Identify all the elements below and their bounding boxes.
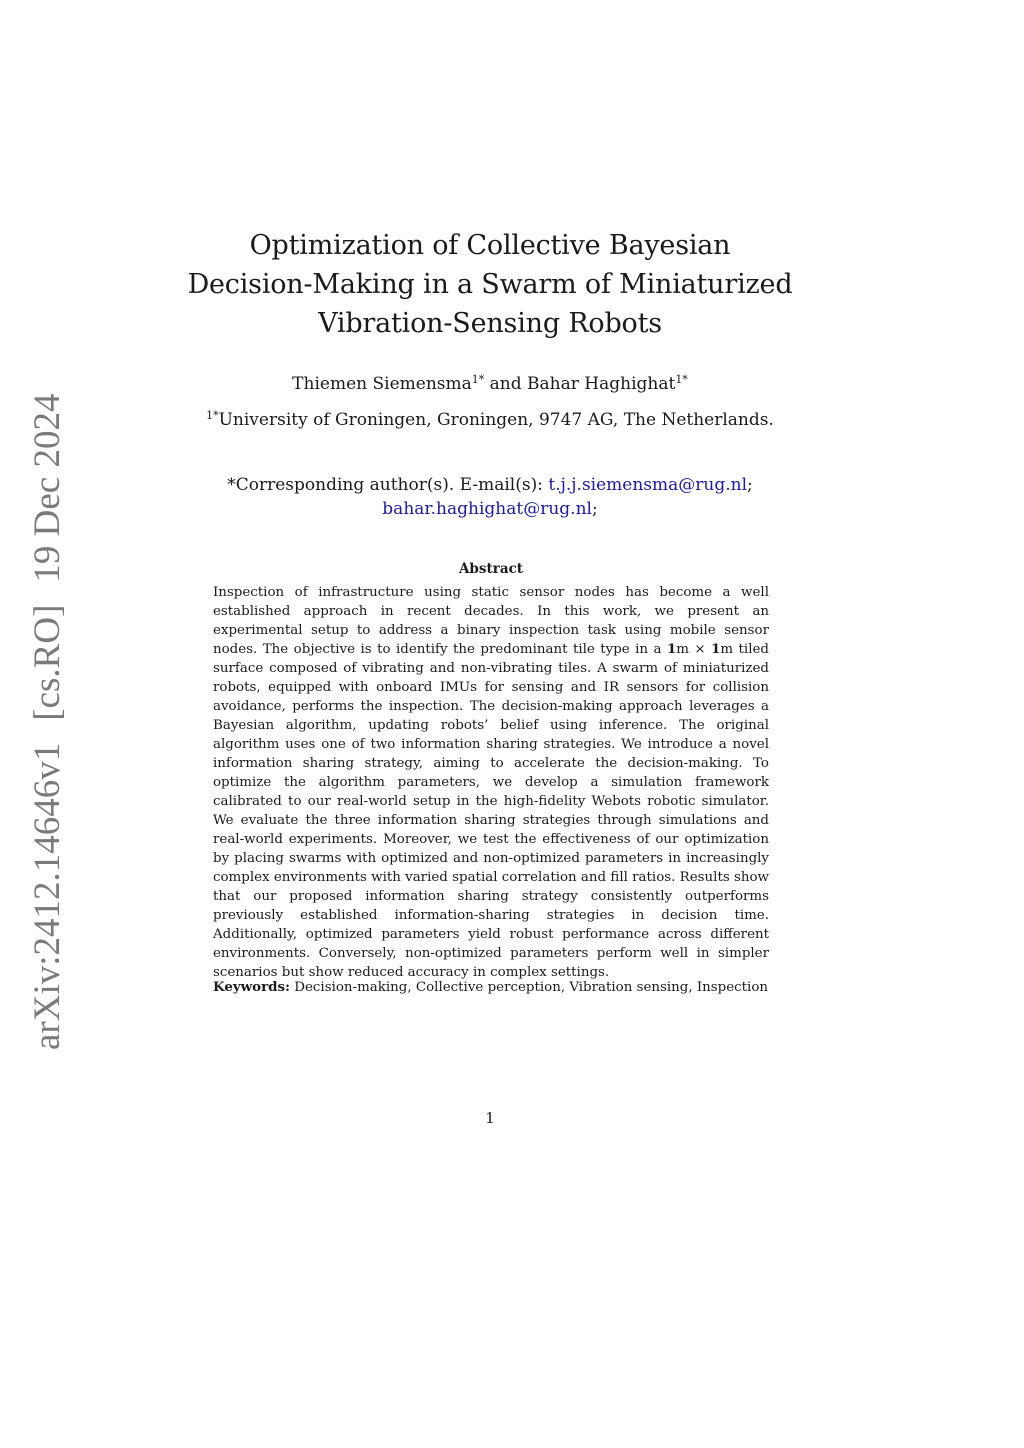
abstract-heading: Abstract bbox=[458, 561, 524, 577]
email-separator: ; bbox=[591, 499, 598, 519]
arxiv-id: arXiv:2412.14646v1 bbox=[27, 742, 68, 1050]
keywords-label: Keywords: bbox=[213, 979, 291, 995]
dimension-unit: m × bbox=[676, 642, 712, 657]
affiliation-text: University of Groningen, Groningen, 9747 AG, The Netherlands. bbox=[218, 410, 774, 430]
keywords bbox=[213, 978, 769, 997]
paper-title bbox=[150, 226, 830, 343]
arxiv-identifier-stamp bbox=[27, 393, 68, 1050]
email-link[interactable]: t.j.j.siemensma@rug.nl bbox=[548, 475, 748, 495]
abstract-body bbox=[213, 583, 769, 982]
dimension-unit: m bbox=[720, 642, 734, 657]
author-name: Thiemen Siemensma bbox=[292, 374, 472, 394]
title-line-2: Decision-Making in a Swarm of Miniaturized bbox=[187, 269, 793, 300]
dimension-value: 1 bbox=[711, 641, 721, 657]
email-link[interactable]: bahar.haghighat@rug.nl bbox=[382, 499, 592, 519]
arxiv-date: 19 Dec 2024 bbox=[27, 393, 68, 583]
abstract-text: tiled surface composed of vibrating and non-vibrating tiles. A swarm of miniaturized robots, equipped with onboard IMUs for sensing and IR sensors for collision avoidance, performs the inspection. The decision-making approach leverages a Bayesian algorithm, updating robots’ belief using inference. The original algorithm uses one of two information sharing strategies. We introduce a novel information sharing strategy, aiming to accelerate the decision-making. To optimize the algorithm parameters, we develop a simulation framework calibrated to our real-world setup in the high-fidelity Webots robotic simulator. We evaluate the three information sharing strategies through simulations and real-world experiments. Moreover, we test the effectiveness of our optimization by placing swarms with optimized and non-optimized parameters in increasingly complex environments with varied spatial correlation and fill ratios. Results show that our proposed information sharing strategy consistently outperforms previously established information-sharing strategies in decision time. Additionally, optimized parameters yield robust performance across different environments. Conversely, non-optimized parameters perform well in simpler scenarios but show reduced accuracy in complex settings. bbox=[213, 642, 769, 980]
email-separator: ; bbox=[747, 475, 753, 495]
arxiv-category: [cs.RO] bbox=[27, 604, 68, 721]
abstract-text: Inspection of infrastructure using static sensor nodes has become a well established approach in recent decades. In this work, we present an experimental setup to address a binary inspection task using mobile sensor nodes. The objective is to identify the predominant tile type in a bbox=[213, 585, 769, 657]
author-name: Bahar Haghighat bbox=[527, 374, 676, 394]
affiliation bbox=[150, 408, 830, 432]
author-affiliation-mark: 1* bbox=[675, 373, 688, 386]
corresponding-author bbox=[150, 473, 830, 521]
author-affiliation-mark: 1* bbox=[471, 373, 485, 386]
page-number: 1 bbox=[485, 1109, 495, 1127]
title-line-3: Vibration-Sensing Robots bbox=[318, 308, 662, 339]
author-connector: and bbox=[484, 374, 528, 394]
dimension-value: 1 bbox=[666, 641, 677, 657]
title-line-1: Optimization of Collective Bayesian bbox=[249, 230, 731, 261]
affiliation-mark: 1* bbox=[206, 409, 219, 422]
keywords-text: Decision-making, Collective perception, Vibration sensing, Inspection bbox=[290, 980, 769, 995]
corresponding-prefix: *Corresponding author(s). E-mail(s): bbox=[227, 475, 549, 495]
author-list bbox=[150, 372, 830, 396]
